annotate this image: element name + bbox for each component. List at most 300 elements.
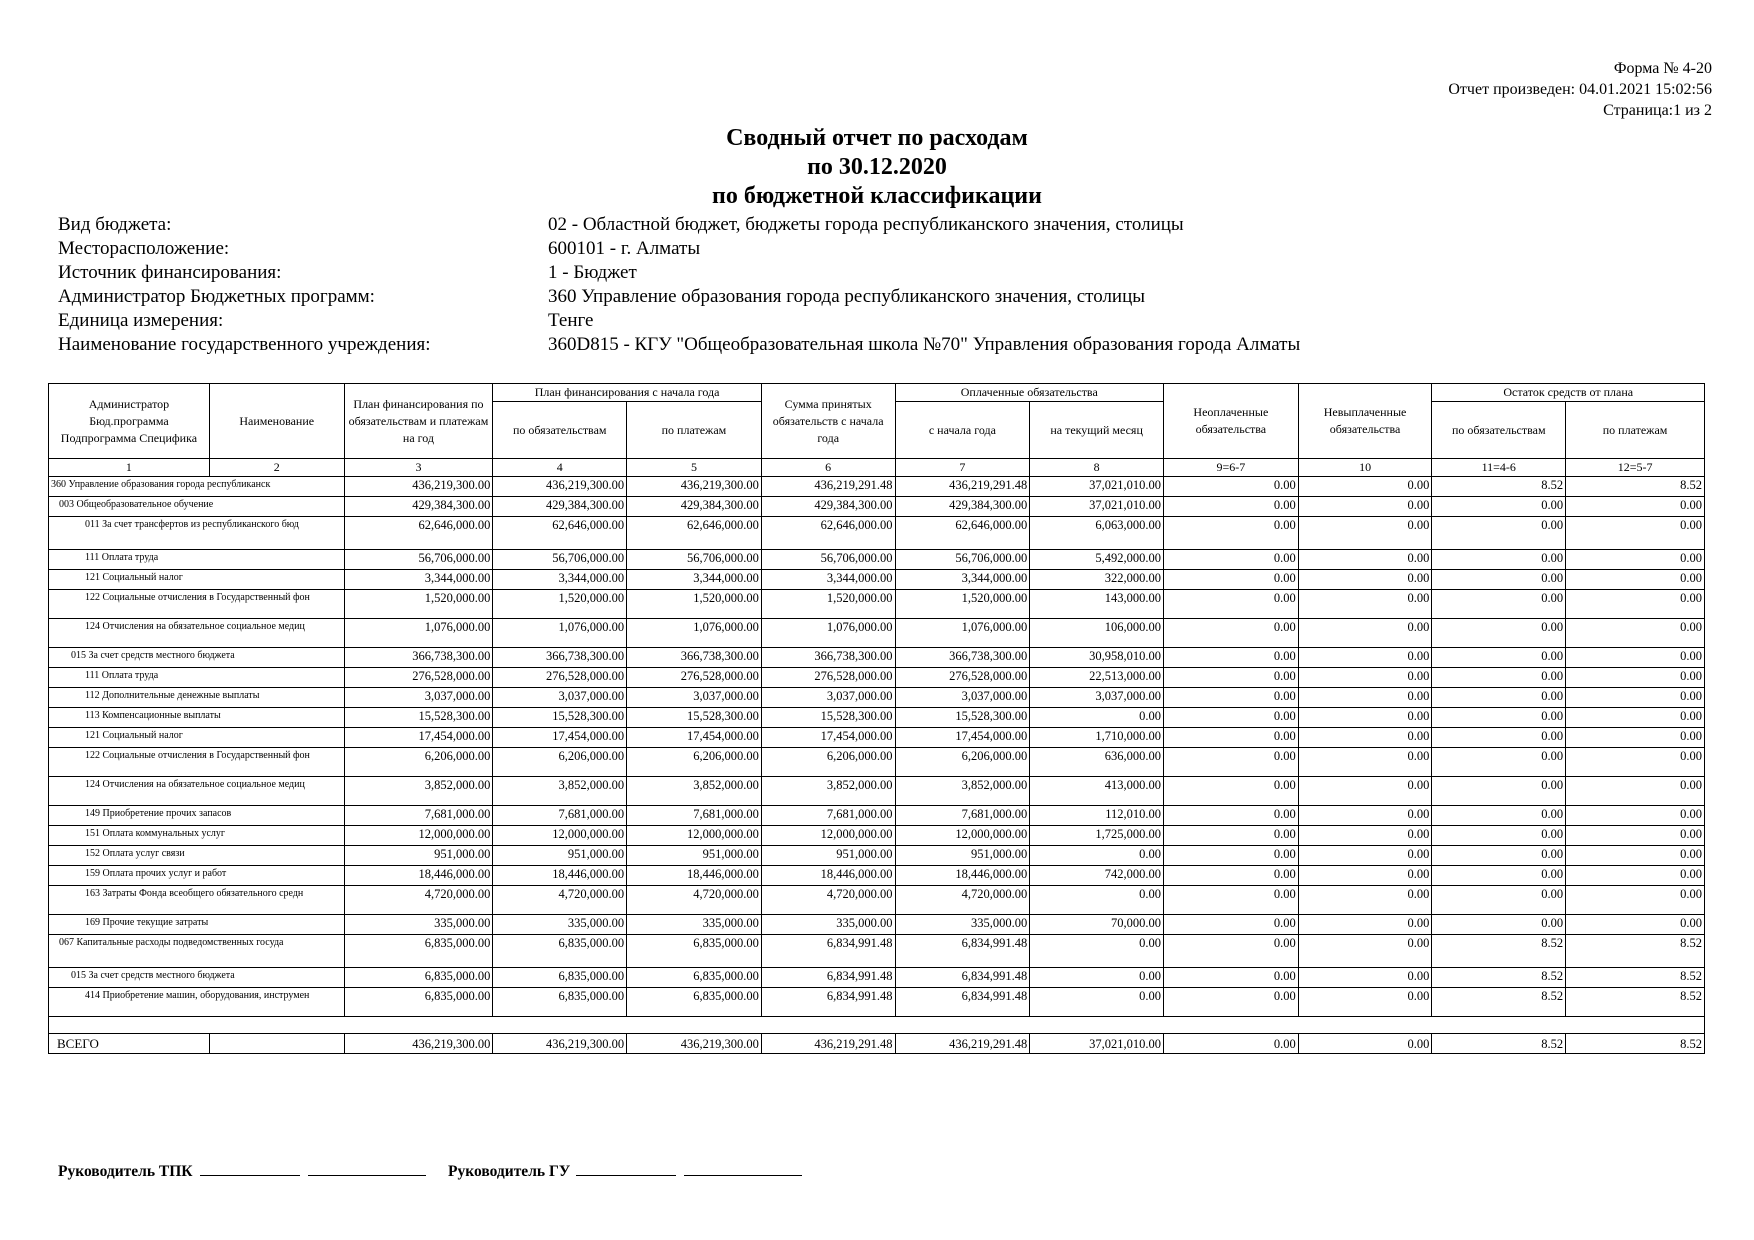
row-value: 0.00 xyxy=(1298,668,1432,688)
row-value: 0.00 xyxy=(1298,915,1432,935)
total-value: 436,219,291.48 xyxy=(761,1034,895,1054)
row-value: 0.00 xyxy=(1298,866,1432,886)
row-name: 113 Компенсационные выплаты xyxy=(49,708,345,728)
row-value: 0.00 xyxy=(1163,915,1298,935)
table-row xyxy=(49,866,1705,886)
row-value: 1,520,000.00 xyxy=(895,590,1030,619)
row-value: 3,037,000.00 xyxy=(895,688,1030,708)
row-value: 335,000.00 xyxy=(627,915,762,935)
row-value: 70,000.00 xyxy=(1030,915,1164,935)
row-value: 0.00 xyxy=(1298,590,1432,619)
col-number: 3 xyxy=(344,459,493,477)
row-value: 3,037,000.00 xyxy=(1030,688,1164,708)
header-paid-month: на текущий месяц xyxy=(1030,402,1164,459)
row-value: 0.00 xyxy=(1432,777,1566,806)
col-number: 10 xyxy=(1298,459,1432,477)
row-value: 436,219,291.48 xyxy=(895,477,1030,497)
info-label: Наименование государственного учреждения: xyxy=(58,334,431,355)
row-name: 111 Оплата труда xyxy=(49,668,345,688)
col-number: 4 xyxy=(493,459,627,477)
row-value: 6,206,000.00 xyxy=(493,748,627,777)
col-number: 2 xyxy=(209,459,344,477)
row-value: 15,528,300.00 xyxy=(627,708,762,728)
header-name: Наименование xyxy=(209,384,344,459)
row-value: 3,344,000.00 xyxy=(761,570,895,590)
info-value: 600101 - г. Алматы xyxy=(548,238,701,259)
row-value: 276,528,000.00 xyxy=(761,668,895,688)
info-label: Единица измерения: xyxy=(58,310,224,331)
row-value: 0.00 xyxy=(1163,846,1298,866)
row-value: 0.00 xyxy=(1432,806,1566,826)
row-value: 0.00 xyxy=(1298,570,1432,590)
row-value: 18,446,000.00 xyxy=(344,866,493,886)
row-value: 0.00 xyxy=(1432,826,1566,846)
table-row xyxy=(49,886,1705,915)
row-value: 4,720,000.00 xyxy=(493,886,627,915)
info-label: Источник финансирования: xyxy=(58,262,282,283)
row-name: 067 Капитальные расходы подведомственных госуда xyxy=(49,935,345,968)
row-value: 8.52 xyxy=(1432,477,1566,497)
info-label: Месторасположение: xyxy=(58,238,230,259)
signature-label-gu: Руководитель ГУ xyxy=(448,1163,571,1180)
row-name: 111 Оплата труда xyxy=(49,550,345,570)
row-name: 122 Социальные отчисления в Государственный фон xyxy=(49,590,345,619)
title-line-1: Сводный отчет по расходам xyxy=(726,125,1028,151)
row-value: 0.00 xyxy=(1298,846,1432,866)
total-value: 8.52 xyxy=(1432,1034,1566,1054)
row-value: 0.00 xyxy=(1030,935,1164,968)
col-number: 12=5-7 xyxy=(1566,459,1705,477)
row-name: 360 Управление образования города республиканск xyxy=(49,477,345,497)
row-value: 0.00 xyxy=(1432,648,1566,668)
row-name: 152 Оплата услуг связи xyxy=(49,846,345,866)
table-row xyxy=(49,708,1705,728)
row-name: 163 Затраты Фонда всеобщего обязательного средн xyxy=(49,886,345,915)
page-indicator: Страница:1 из 2 xyxy=(1603,102,1712,119)
row-value: 0.00 xyxy=(1566,648,1705,668)
row-value: 0.00 xyxy=(1163,590,1298,619)
total-label: ВСЕГО xyxy=(49,1034,210,1054)
row-value: 1,076,000.00 xyxy=(761,619,895,648)
table-row xyxy=(49,777,1705,806)
row-name: 169 Прочие текущие затраты xyxy=(49,915,345,935)
row-value: 0.00 xyxy=(1163,728,1298,748)
info-label: Администратор Бюджетных программ: xyxy=(58,286,375,307)
row-name: 122 Социальные отчисления в Государственный фон xyxy=(49,748,345,777)
row-value: 0.00 xyxy=(1432,846,1566,866)
row-name: 159 Оплата прочих услуг и работ xyxy=(49,866,345,886)
row-value: 0.00 xyxy=(1163,968,1298,988)
row-value: 276,528,000.00 xyxy=(344,668,493,688)
row-value: 335,000.00 xyxy=(761,915,895,935)
table-row xyxy=(49,497,1705,517)
row-value: 4,720,000.00 xyxy=(344,886,493,915)
row-value: 436,219,300.00 xyxy=(493,477,627,497)
row-value: 3,344,000.00 xyxy=(895,570,1030,590)
row-value: 366,738,300.00 xyxy=(493,648,627,668)
row-value: 0.00 xyxy=(1566,886,1705,915)
row-value: 8.52 xyxy=(1566,477,1705,497)
table-row xyxy=(49,935,1705,968)
col-number: 9=6-7 xyxy=(1163,459,1298,477)
row-value: 0.00 xyxy=(1163,619,1298,648)
row-value: 0.00 xyxy=(1298,708,1432,728)
row-value: 12,000,000.00 xyxy=(493,826,627,846)
row-value: 0.00 xyxy=(1298,517,1432,550)
info-row xyxy=(58,237,1300,261)
row-value: 0.00 xyxy=(1163,550,1298,570)
col-number: 11=4-6 xyxy=(1432,459,1566,477)
row-value: 0.00 xyxy=(1163,935,1298,968)
generated-timestamp: Отчет произведен: 04.01.2021 15:02:56 xyxy=(1448,81,1712,98)
row-value: 0.00 xyxy=(1432,550,1566,570)
row-value: 0.00 xyxy=(1566,550,1705,570)
row-value: 0.00 xyxy=(1298,777,1432,806)
row-value: 0.00 xyxy=(1163,668,1298,688)
form-number: Форма № 4-20 xyxy=(1613,60,1712,77)
row-value: 366,738,300.00 xyxy=(627,648,762,668)
row-value: 6,834,991.48 xyxy=(761,968,895,988)
row-value: 6,835,000.00 xyxy=(627,935,762,968)
row-value: 6,835,000.00 xyxy=(344,988,493,1017)
row-value: 15,528,300.00 xyxy=(493,708,627,728)
row-value: 62,646,000.00 xyxy=(761,517,895,550)
signature-line xyxy=(576,1161,676,1176)
row-value: 3,344,000.00 xyxy=(493,570,627,590)
row-name: 015 За счет средств местного бюджета xyxy=(49,968,345,988)
row-value: 0.00 xyxy=(1298,477,1432,497)
row-value: 8.52 xyxy=(1432,988,1566,1017)
row-value: 429,384,300.00 xyxy=(344,497,493,517)
row-value: 1,710,000.00 xyxy=(1030,728,1164,748)
info-value: 1 - Бюджет xyxy=(548,262,637,283)
row-name: 015 За счет средств местного бюджета xyxy=(49,648,345,668)
row-value: 0.00 xyxy=(1030,968,1164,988)
header-remain-pay: по платежам xyxy=(1566,402,1705,459)
row-value: 112,010.00 xyxy=(1030,806,1164,826)
info-row xyxy=(58,261,1300,285)
row-value: 12,000,000.00 xyxy=(895,826,1030,846)
row-value: 951,000.00 xyxy=(627,846,762,866)
row-value: 429,384,300.00 xyxy=(895,497,1030,517)
total-row xyxy=(49,1034,1705,1054)
row-value: 5,492,000.00 xyxy=(1030,550,1164,570)
row-value: 7,681,000.00 xyxy=(627,806,762,826)
total-value: 436,219,300.00 xyxy=(344,1034,493,1054)
row-name: 112 Дополнительные денежные выплаты xyxy=(49,688,345,708)
row-value: 0.00 xyxy=(1566,619,1705,648)
row-value: 0.00 xyxy=(1566,708,1705,728)
row-value: 6,063,000.00 xyxy=(1030,517,1164,550)
row-value: 0.00 xyxy=(1432,619,1566,648)
row-value: 18,446,000.00 xyxy=(895,866,1030,886)
row-value: 12,000,000.00 xyxy=(627,826,762,846)
header-remain-group: Остаток средств от плана xyxy=(1432,384,1705,402)
signature-label-tpk: Руководитель ТПК xyxy=(58,1163,193,1180)
row-value: 0.00 xyxy=(1566,688,1705,708)
total-value: 436,219,300.00 xyxy=(493,1034,627,1054)
header-plan: План финансирования по обязательствам и платежам на год xyxy=(344,384,493,459)
row-value: 6,206,000.00 xyxy=(761,748,895,777)
row-value: 1,076,000.00 xyxy=(493,619,627,648)
row-value: 17,454,000.00 xyxy=(493,728,627,748)
total-value: 436,219,291.48 xyxy=(895,1034,1030,1054)
row-value: 6,206,000.00 xyxy=(344,748,493,777)
row-value: 3,852,000.00 xyxy=(493,777,627,806)
row-value: 15,528,300.00 xyxy=(895,708,1030,728)
row-value: 18,446,000.00 xyxy=(627,866,762,886)
info-label: Вид бюджета: xyxy=(58,214,172,235)
header-accepted: Сумма принятых обязательств с начала года xyxy=(761,384,895,459)
row-value: 0.00 xyxy=(1298,968,1432,988)
row-value: 0.00 xyxy=(1030,846,1164,866)
row-value: 3,037,000.00 xyxy=(627,688,762,708)
row-value: 37,021,010.00 xyxy=(1030,497,1164,517)
row-value: 0.00 xyxy=(1432,866,1566,886)
row-value: 1,076,000.00 xyxy=(627,619,762,648)
row-value: 1,520,000.00 xyxy=(344,590,493,619)
row-name: 121 Социальный налог xyxy=(49,570,345,590)
table-row xyxy=(49,748,1705,777)
header-paid-start: с начала года xyxy=(895,402,1030,459)
expense-report-table xyxy=(48,383,1705,1054)
row-value: 6,206,000.00 xyxy=(627,748,762,777)
spacer-cell xyxy=(49,1017,1705,1034)
row-value: 22,513,000.00 xyxy=(1030,668,1164,688)
row-value: 17,454,000.00 xyxy=(895,728,1030,748)
title-line-2: по 30.12.2020 xyxy=(807,154,947,180)
row-value: 0.00 xyxy=(1298,935,1432,968)
row-value: 7,681,000.00 xyxy=(493,806,627,826)
row-value: 0.00 xyxy=(1030,886,1164,915)
row-value: 56,706,000.00 xyxy=(895,550,1030,570)
row-value: 436,219,291.48 xyxy=(761,477,895,497)
table-row xyxy=(49,968,1705,988)
row-value: 4,720,000.00 xyxy=(627,886,762,915)
col-number: 7 xyxy=(895,459,1030,477)
row-value: 7,681,000.00 xyxy=(895,806,1030,826)
table-row xyxy=(49,846,1705,866)
row-name: 121 Социальный налог xyxy=(49,728,345,748)
table-row xyxy=(49,988,1705,1017)
row-value: 0.00 xyxy=(1566,846,1705,866)
row-value: 15,528,300.00 xyxy=(344,708,493,728)
row-value: 6,834,991.48 xyxy=(895,935,1030,968)
title-line-3: по бюджетной классификации xyxy=(712,183,1042,209)
row-value: 0.00 xyxy=(1163,688,1298,708)
info-row xyxy=(58,309,1300,333)
report-meta xyxy=(1448,58,1712,121)
header-plan-group: План финансирования с начала года xyxy=(493,384,761,402)
row-value: 0.00 xyxy=(1163,497,1298,517)
info-value: 360D815 - КГУ "Общеобразовательная школа №70" Управления образования города Алматы xyxy=(548,334,1301,355)
row-value: 951,000.00 xyxy=(895,846,1030,866)
row-value: 62,646,000.00 xyxy=(895,517,1030,550)
table-row xyxy=(49,517,1705,550)
row-value: 951,000.00 xyxy=(761,846,895,866)
row-value: 429,384,300.00 xyxy=(493,497,627,517)
row-value: 276,528,000.00 xyxy=(627,668,762,688)
report-body xyxy=(49,477,1705,1054)
row-value: 17,454,000.00 xyxy=(627,728,762,748)
report-info xyxy=(58,213,1300,357)
row-value: 0.00 xyxy=(1030,708,1164,728)
signature-line xyxy=(308,1161,426,1176)
row-value: 0.00 xyxy=(1432,886,1566,915)
header-remain-obl: по обязательствам xyxy=(1432,402,1566,459)
row-name: 151 Оплата коммунальных услуг xyxy=(49,826,345,846)
row-value: 6,834,991.48 xyxy=(761,935,895,968)
row-value: 413,000.00 xyxy=(1030,777,1164,806)
row-value: 56,706,000.00 xyxy=(493,550,627,570)
row-value: 0.00 xyxy=(1163,886,1298,915)
row-value: 0.00 xyxy=(1566,866,1705,886)
row-value: 0.00 xyxy=(1298,550,1432,570)
row-value: 18,446,000.00 xyxy=(761,866,895,886)
row-value: 106,000.00 xyxy=(1030,619,1164,648)
total-value: 8.52 xyxy=(1566,1034,1705,1054)
row-value: 8.52 xyxy=(1566,988,1705,1017)
row-value: 6,835,000.00 xyxy=(344,935,493,968)
row-value: 0.00 xyxy=(1566,748,1705,777)
info-row xyxy=(58,285,1300,309)
row-value: 4,720,000.00 xyxy=(761,886,895,915)
info-value: 360 Управление образования города республиканского значения, столицы xyxy=(548,286,1146,307)
row-value: 6,835,000.00 xyxy=(493,968,627,988)
row-name: 149 Приобретение прочих запасов xyxy=(49,806,345,826)
row-value: 12,000,000.00 xyxy=(344,826,493,846)
row-value: 3,852,000.00 xyxy=(627,777,762,806)
row-value: 1,520,000.00 xyxy=(493,590,627,619)
row-value: 17,454,000.00 xyxy=(344,728,493,748)
row-value: 56,706,000.00 xyxy=(344,550,493,570)
row-value: 636,000.00 xyxy=(1030,748,1164,777)
table-row xyxy=(49,619,1705,648)
report-title xyxy=(0,124,1754,211)
row-value: 429,384,300.00 xyxy=(627,497,762,517)
row-value: 56,706,000.00 xyxy=(761,550,895,570)
row-value: 0.00 xyxy=(1298,497,1432,517)
signatures xyxy=(58,1161,802,1181)
row-value: 0.00 xyxy=(1566,806,1705,826)
row-name: 011 За счет трансфертов из республиканского бюд xyxy=(49,517,345,550)
spacer-row xyxy=(49,1017,1705,1034)
row-value: 3,037,000.00 xyxy=(344,688,493,708)
signature-line xyxy=(200,1161,300,1176)
row-value: 366,738,300.00 xyxy=(344,648,493,668)
header-unpaid2: Невыплаченные обязательства xyxy=(1298,384,1432,459)
row-value: 143,000.00 xyxy=(1030,590,1164,619)
header-plan-pay: по платежам xyxy=(627,402,762,459)
row-value: 62,646,000.00 xyxy=(627,517,762,550)
row-value: 0.00 xyxy=(1298,619,1432,648)
row-value: 0.00 xyxy=(1298,806,1432,826)
row-value: 0.00 xyxy=(1298,688,1432,708)
col-number: 1 xyxy=(49,459,210,477)
row-value: 1,076,000.00 xyxy=(895,619,1030,648)
row-value: 436,219,300.00 xyxy=(344,477,493,497)
row-value: 0.00 xyxy=(1432,590,1566,619)
row-name: 124 Отчисления на обязательное социальное медиц xyxy=(49,619,345,648)
row-value: 0.00 xyxy=(1432,668,1566,688)
row-value: 6,834,991.48 xyxy=(761,988,895,1017)
row-value: 429,384,300.00 xyxy=(761,497,895,517)
row-value: 322,000.00 xyxy=(1030,570,1164,590)
row-value: 0.00 xyxy=(1566,570,1705,590)
table-row xyxy=(49,915,1705,935)
row-value: 18,446,000.00 xyxy=(493,866,627,886)
row-value: 12,000,000.00 xyxy=(761,826,895,846)
row-name: 003 Общеобразовательное обучение xyxy=(49,497,345,517)
row-value: 0.00 xyxy=(1432,497,1566,517)
row-value: 1,520,000.00 xyxy=(627,590,762,619)
row-value: 1,520,000.00 xyxy=(761,590,895,619)
row-value: 0.00 xyxy=(1566,497,1705,517)
row-value: 6,206,000.00 xyxy=(895,748,1030,777)
info-row xyxy=(58,213,1300,237)
total-value: 0.00 xyxy=(1298,1034,1432,1054)
row-value: 3,037,000.00 xyxy=(493,688,627,708)
row-value: 3,344,000.00 xyxy=(627,570,762,590)
total-value: 37,021,010.00 xyxy=(1030,1034,1164,1054)
row-value: 0.00 xyxy=(1566,826,1705,846)
row-value: 0.00 xyxy=(1298,728,1432,748)
row-value: 3,344,000.00 xyxy=(344,570,493,590)
row-value: 0.00 xyxy=(1030,988,1164,1017)
row-value: 0.00 xyxy=(1432,708,1566,728)
row-value: 6,834,991.48 xyxy=(895,968,1030,988)
row-value: 6,835,000.00 xyxy=(627,988,762,1017)
row-value: 8.52 xyxy=(1566,935,1705,968)
row-value: 7,681,000.00 xyxy=(761,806,895,826)
row-value: 6,835,000.00 xyxy=(493,988,627,1017)
row-value: 0.00 xyxy=(1298,648,1432,668)
row-value: 8.52 xyxy=(1432,935,1566,968)
col-number: 5 xyxy=(627,459,762,477)
row-value: 30,958,010.00 xyxy=(1030,648,1164,668)
row-value: 0.00 xyxy=(1566,728,1705,748)
row-value: 742,000.00 xyxy=(1030,866,1164,886)
total-value: 436,219,300.00 xyxy=(627,1034,762,1054)
row-value: 951,000.00 xyxy=(493,846,627,866)
row-name: 124 Отчисления на обязательное социальное медиц xyxy=(49,777,345,806)
row-value: 17,454,000.00 xyxy=(761,728,895,748)
row-value: 62,646,000.00 xyxy=(493,517,627,550)
row-value: 3,037,000.00 xyxy=(761,688,895,708)
row-value: 0.00 xyxy=(1566,517,1705,550)
row-value: 56,706,000.00 xyxy=(627,550,762,570)
row-value: 1,076,000.00 xyxy=(344,619,493,648)
row-value: 4,720,000.00 xyxy=(895,886,1030,915)
row-value: 0.00 xyxy=(1298,988,1432,1017)
row-value: 0.00 xyxy=(1432,748,1566,777)
row-value: 0.00 xyxy=(1298,826,1432,846)
row-value: 0.00 xyxy=(1163,648,1298,668)
total-value: 0.00 xyxy=(1163,1034,1298,1054)
table-row xyxy=(49,826,1705,846)
row-value: 0.00 xyxy=(1298,886,1432,915)
row-value: 0.00 xyxy=(1163,866,1298,886)
row-value: 0.00 xyxy=(1163,477,1298,497)
header-unpaid: Неоплаченные обязательства xyxy=(1163,384,1298,459)
row-value: 3,852,000.00 xyxy=(344,777,493,806)
row-value: 0.00 xyxy=(1566,668,1705,688)
row-value: 3,852,000.00 xyxy=(895,777,1030,806)
row-value: 6,835,000.00 xyxy=(627,968,762,988)
table-row xyxy=(49,688,1705,708)
signature-line xyxy=(684,1161,802,1176)
row-value: 0.00 xyxy=(1432,688,1566,708)
